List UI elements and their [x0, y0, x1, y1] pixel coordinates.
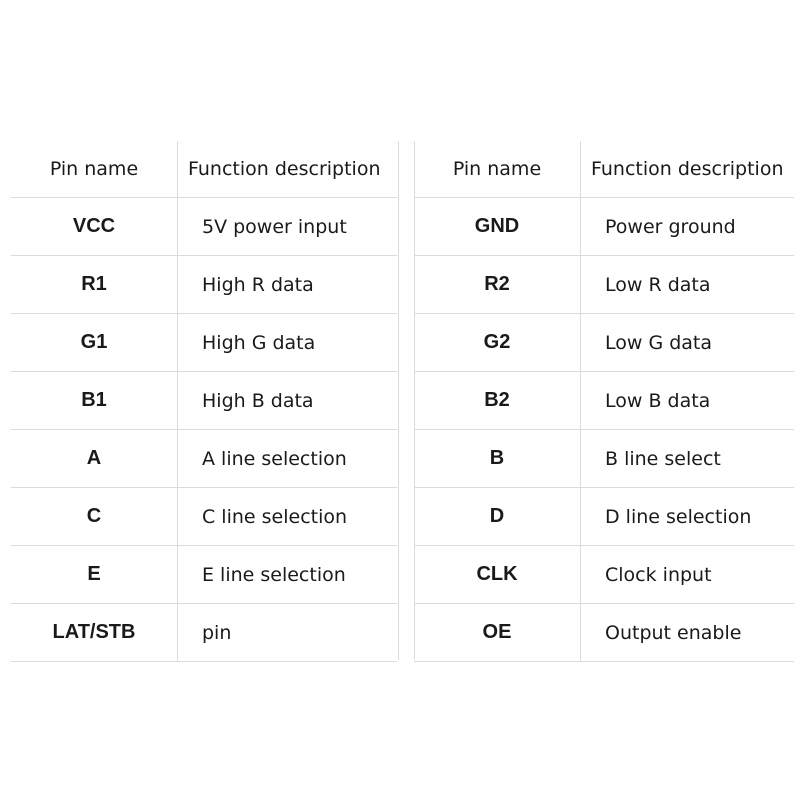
left-pin-table-body — [11, 141, 397, 662]
left-pin-table — [11, 141, 397, 662]
pin-name-cell: R1 — [11, 256, 178, 314]
table-header-row — [11, 141, 397, 198]
pin-name-cell: OE — [414, 604, 581, 662]
table-row — [414, 430, 794, 488]
pin-name-cell: D — [414, 488, 581, 546]
table-row — [414, 256, 794, 314]
table-row — [11, 430, 397, 488]
right-pin-table-body — [414, 141, 794, 662]
pin-name-header: Pin name — [414, 141, 581, 198]
function-description-header: Function description — [178, 141, 398, 198]
table-header-row — [414, 141, 794, 198]
table-row — [11, 198, 397, 256]
pin-name-cell: GND — [414, 198, 581, 256]
table-row — [414, 604, 794, 662]
pin-name-cell: B2 — [414, 372, 581, 430]
table-row — [414, 546, 794, 604]
right-pin-table — [414, 141, 794, 662]
table-row — [414, 198, 794, 256]
function-cell: B line select — [581, 430, 795, 488]
pin-name-cell: B — [414, 430, 581, 488]
pin-name-cell: VCC — [11, 198, 178, 256]
function-cell: Low G data — [581, 314, 795, 372]
function-cell: pin — [178, 604, 398, 662]
function-cell: High B data — [178, 372, 398, 430]
table-divider-left — [398, 141, 399, 660]
table-row — [11, 488, 397, 546]
function-cell: D line selection — [581, 488, 795, 546]
table-row — [414, 488, 794, 546]
pin-name-cell: B1 — [11, 372, 178, 430]
function-cell: Clock input — [581, 546, 795, 604]
pin-name-header: Pin name — [11, 141, 178, 198]
function-description-header: Function description — [581, 141, 795, 198]
function-cell: E line selection — [178, 546, 398, 604]
pin-name-cell: R2 — [414, 256, 581, 314]
function-cell: High G data — [178, 314, 398, 372]
pin-name-cell: G1 — [11, 314, 178, 372]
pin-name-cell: A — [11, 430, 178, 488]
table-row — [414, 314, 794, 372]
pin-name-cell: C — [11, 488, 178, 546]
function-cell: High R data — [178, 256, 398, 314]
table-row — [11, 256, 397, 314]
function-cell: 5V power input — [178, 198, 398, 256]
function-cell: A line selection — [178, 430, 398, 488]
function-cell: Low R data — [581, 256, 795, 314]
pin-name-cell: E — [11, 546, 178, 604]
table-row — [414, 372, 794, 430]
pin-name-cell: G2 — [414, 314, 581, 372]
function-cell: C line selection — [178, 488, 398, 546]
function-cell: Power ground — [581, 198, 795, 256]
table-row — [11, 604, 397, 662]
table-row — [11, 372, 397, 430]
function-cell: Output enable — [581, 604, 795, 662]
table-row — [11, 546, 397, 604]
table-row — [11, 314, 397, 372]
pin-name-cell: CLK — [414, 546, 581, 604]
function-cell: Low B data — [581, 372, 795, 430]
pin-name-cell: LAT/STB — [11, 604, 178, 662]
